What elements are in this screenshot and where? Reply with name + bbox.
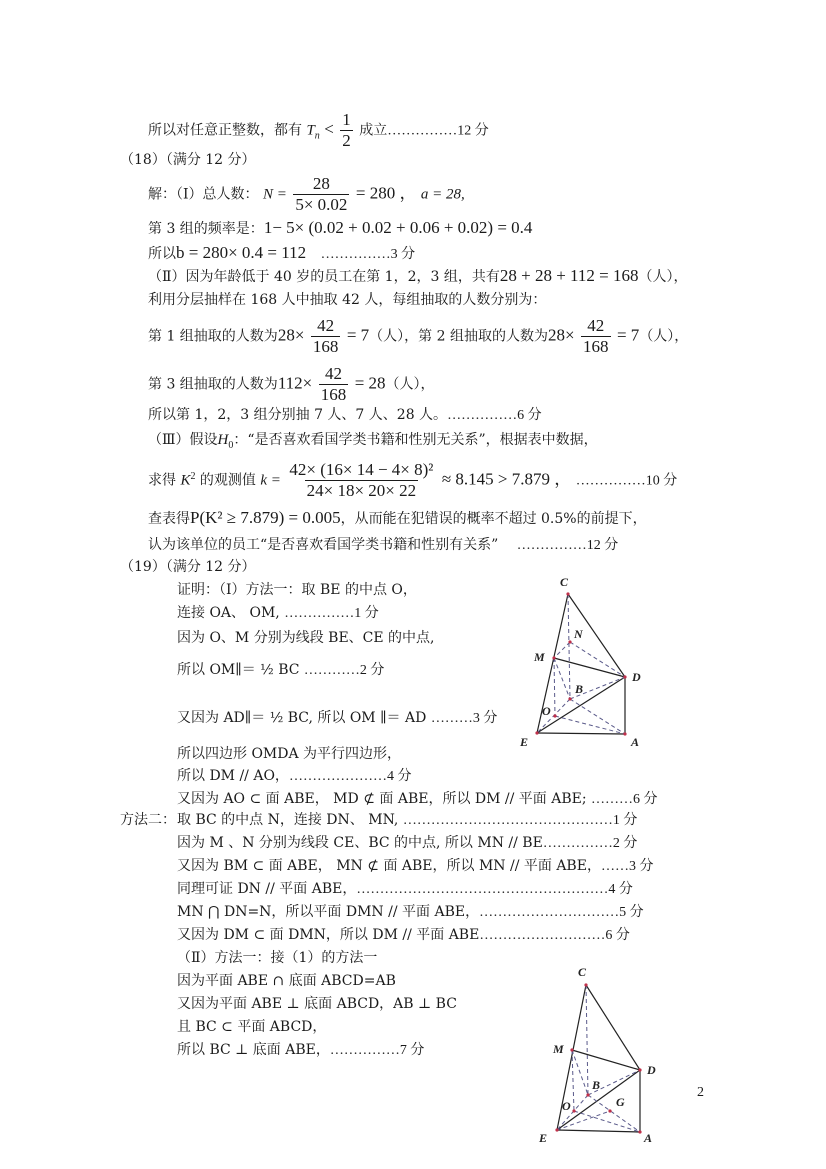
proof-line [177,789,658,810]
score-label: ……………1 分 [284,606,379,621]
q18-line-table [148,508,647,529]
q17-after: 成立 [359,122,388,139]
proof-line [177,902,644,923]
math: b = 280× 0.4 = 112 [176,243,307,262]
edge-BA [570,699,625,734]
edge-ND [570,642,625,677]
frac-num: 42 [324,364,342,383]
point-M [570,1048,573,1051]
method2-label: 方法二： [120,812,176,828]
label-E: E [539,1131,548,1145]
label-D: D [632,670,641,684]
math: N = [262,186,287,203]
q18-line-group3 [148,364,435,405]
point-O [553,714,556,717]
proof-line [177,971,396,992]
frac-num: 42 [317,316,335,335]
text: 第 3 组抽取的人数为 [148,376,278,393]
math: 1− 5× (0.02 + 0.02 + 0.06 + 0.02) = 0.4 [263,218,533,237]
point-E [555,1128,558,1131]
proof-text: （Ⅱ）方法一：接（1）的方法一 [177,950,378,966]
text: 查表得 [148,511,190,527]
point-D [638,1068,641,1071]
point-A [623,732,626,735]
text: 第 3 组的频率是： [148,221,264,237]
proof-text: 所以 BC ⊥ 底面 ABE， [177,1042,330,1058]
proof-text: 又因为 AO ⊂ 面 ABE， MD ⊄ 面 ABE，所以 DM // 平面 ABE; [177,791,592,807]
math: 28× [277,325,305,345]
frac-den: 2 [342,131,351,150]
text: 认为该单位的员工“是否喜欢看国学类书籍和性别有关系” [148,537,499,553]
text: ：“是否喜欢看国学类书籍和性别无关系”，根据表中数据， [233,432,598,448]
q17-conclusion [148,110,489,151]
proof-text: 又因为 DM ⊂ 面 DMN，所以 DM // 平面 ABE [177,927,480,943]
point-N [568,640,571,643]
proof-text: 因为 O、M 分别为线段 BE、CE 的中点, [177,630,435,646]
proof-line [177,1017,326,1038]
frac-num: 42 [587,316,605,335]
proof-line [177,925,630,946]
edge-MB [554,658,570,699]
edge-OA [574,1111,640,1132]
text: 求得 [148,472,176,489]
text: （人）， [385,376,435,393]
proof-line [177,766,411,787]
proof-line [177,660,384,681]
score-label: ……………2 分 [542,836,638,851]
q18-line-b [148,243,415,265]
proof-text: 且 BC ⊂ 平面 ABCD， [177,1019,327,1035]
score-label: ……………7 分 [329,1043,425,1058]
score-label: ……………12 分 [516,538,619,553]
edge-EA [537,733,625,734]
score-label: …………………4 分 [288,769,412,784]
proof-line [177,833,637,854]
math: = 280 ， [355,183,417,203]
proof-text: 又因为 BM ⊂ 面 ABE， MN ⊄ 面 ABE，所以 MN // 平面 ABE， [177,858,601,874]
point-O [572,1109,575,1112]
score-label: ……………6 分 [447,408,542,423]
point-B [568,697,571,700]
proof-line [177,994,457,1015]
q18-line-summary [148,405,542,426]
score-label: ………………………………………1 分 [402,813,638,828]
label-B: B [575,682,584,696]
fraction [581,316,611,357]
q17-op: < [324,119,334,139]
q18-line-conclusion [148,535,618,556]
edge-OA [555,716,625,734]
page-number: 2 [697,1085,704,1100]
text: 解：（Ⅰ）总人数： [148,186,259,203]
fraction [287,460,435,501]
math: 0 [228,439,234,451]
score-label: …………2 分 [303,663,385,678]
text: （Ⅲ）假设 [148,432,218,448]
q17-text: 所以对任意正整数，都有 [148,122,302,139]
q18-line-chisq [148,460,677,501]
text: （人），第 2 组抽取的人数为 [369,328,548,345]
q18-line-freq [148,218,532,239]
pyramid-figure-1 [515,570,655,750]
math: a = 28, [420,186,465,203]
math: ≈ 8.145 > 7.879 ， [441,469,572,489]
q18-line-total [148,174,465,215]
point-M [552,656,555,659]
edge-CB [586,985,588,1095]
label-E: E [520,735,529,749]
pyramid-figure-2 [520,960,660,1150]
q18-line-part2 [148,266,688,287]
edge-BA [588,1095,640,1132]
score-label: ……………3 分 [320,247,416,262]
q18-line-hypothesis [148,430,598,456]
text: 所以 [148,246,176,262]
label-N: N [574,627,583,641]
point-C [584,983,587,986]
fraction [293,174,349,215]
proof-line [177,948,377,969]
edge-CB [568,594,570,699]
label-D: D [647,1063,656,1077]
score-label: ………………………6 分 [479,928,630,943]
frac-num: 28 [312,174,330,193]
frac-den: 168 [320,385,347,404]
q19-header: （19）（满分 12 分） [120,559,256,575]
proof-line [177,603,379,624]
edge-MO [572,1050,574,1111]
point-C [566,592,569,595]
point-A [638,1130,641,1133]
q17-fraction [340,110,353,151]
frac-num: 42× (16× 14 − 4× 8)² [289,460,434,479]
edge-EA [557,1130,640,1132]
proof-line [177,856,653,877]
proof-text: 所以 OM∥＝ ½ BC [177,662,304,678]
math: 28× [547,325,575,345]
proof-line [177,628,435,649]
q18-line-sampling [148,290,546,310]
proof-line [177,708,497,729]
label-C: C [560,575,569,589]
label-M: M [534,650,545,664]
proof-text: 因为平面 ABE ∩ 底面 ABCD=AB [177,973,396,989]
score-label: ……………10 分 [575,473,678,489]
score-label: ………………………………………………4 分 [356,882,633,897]
label-C: C [578,965,587,979]
math: K [180,472,191,489]
math: = 7 [346,325,370,345]
frac-den: 5× 0.02 [295,195,348,214]
proof-text: 所以四边形 OMDA 为平行四边形， [177,746,402,762]
proof-text: MN ⋂ DN=N，所以平面 DMN // 平面 ABE， [177,904,480,920]
proof-line [177,744,401,765]
text: 的观测值 [199,472,256,489]
proof-text: 所以 DM // AO， [177,768,289,784]
proof-line [177,580,417,601]
score-label: ………3 分 [430,711,498,726]
edge-MB [572,1050,588,1095]
text: ，从而能在犯错误的概率不超过 0.5%的前提下， [340,511,647,527]
proof-text: 因为 M 、N 分别为线段 CE、BC 的中点, 所以 MN // BE [177,835,543,851]
score-label: ………6 分 [591,792,658,807]
q18-line-groups12 [148,316,688,357]
math: 112× [277,373,313,393]
label-A: A [631,735,640,749]
label-M: M [553,1042,564,1056]
label-O: O [542,704,551,718]
proof-text: 同理可证 DN // 平面 ABE， [177,881,357,897]
proof-text: 证明：（Ⅰ）方法一：取 BE 的中点 O， [177,582,417,598]
proof-line [177,879,633,900]
point-B [586,1093,589,1096]
frac-den: 24× 18× 20× 22 [306,481,417,500]
math: 28 + 28 + 112 = 168 [499,266,639,285]
fraction [319,364,349,405]
frac-den: 168 [583,337,609,356]
proof-text: 取 BC 的中点 N，连接 DN、 MN, [177,812,403,828]
math: 2 [190,470,196,482]
label-G: G [616,1095,625,1109]
score-label: …………………………5 分 [479,905,644,920]
math: = 7 [616,325,640,345]
score-label: ……………12 分 [387,123,489,139]
point-E [535,731,538,734]
edge-MO [554,658,555,716]
score-label: ……3 分 [600,859,654,874]
label-A: A [644,1131,653,1145]
math: H [217,432,229,448]
edge-CD [586,985,640,1070]
math: = 28 [354,373,386,393]
proof-line [177,1040,424,1061]
math: k = [260,472,281,489]
point-D [623,675,626,678]
math: P(K² ≥ 7.879) = 0.005 [190,508,341,527]
proof-text: 连接 OA、 OM, [177,605,285,621]
text: 利用分层抽样在 168 人中抽取 42 人，每组抽取的人数分别为： [148,292,547,308]
text: （Ⅱ）因为年龄低于 40 岁的员工在第 1，2，3 组，共有 [148,269,500,285]
proof-text: 又因为 AD∥＝ ½ BC, 所以 OM ∥＝ AD [177,710,431,726]
label-B: B [592,1078,601,1092]
proof-text: 又因为平面 ABE ⊥ 底面 ABCD，AB ⊥ BC [177,996,457,1012]
proof-line [177,810,637,831]
fraction [311,316,341,357]
text: 第 1 组抽取的人数为 [148,328,278,345]
point-G [608,1109,611,1112]
frac-den: 168 [312,337,339,356]
text: （人）， [639,328,689,345]
frac-num: 1 [342,110,351,129]
text: （人）， [638,269,688,285]
q18-header: （18）（满分 12 分） [120,152,256,168]
q17-sub: n [314,130,320,142]
label-O: O [562,1099,571,1113]
text: 所以第 1，2，3 组分别抽 7 人、7 人、28 人。 [148,407,448,423]
q17-var: T [306,122,315,139]
